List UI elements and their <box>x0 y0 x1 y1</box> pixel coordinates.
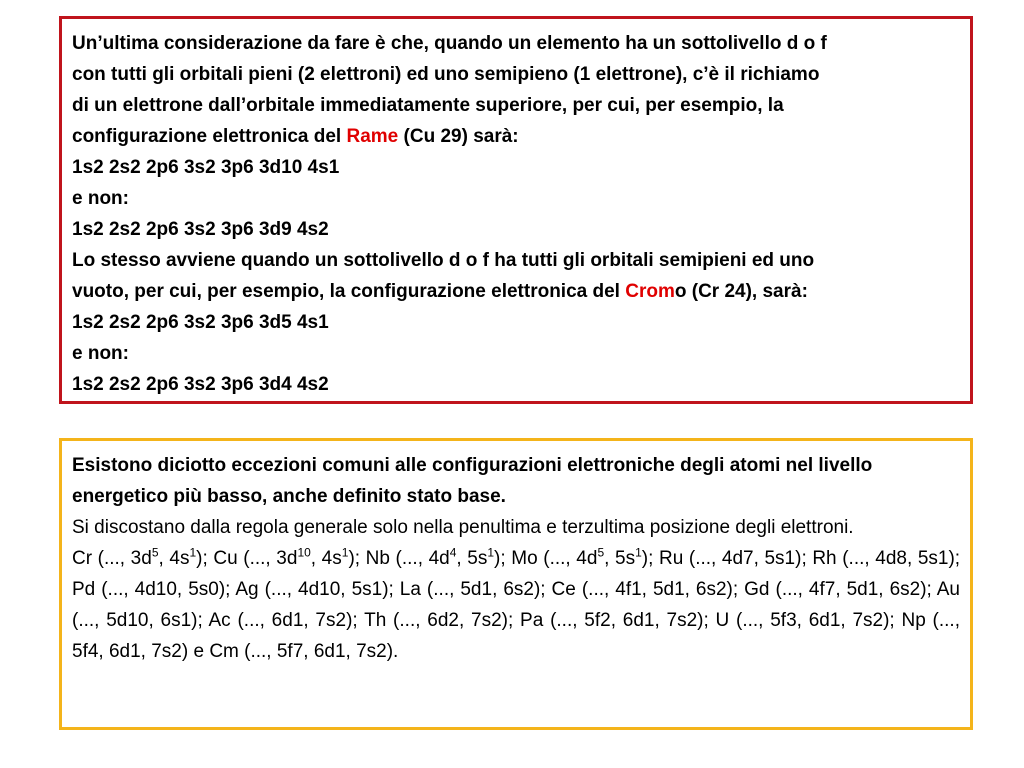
chromium-line-2-post: o (Cr 24), sarà: <box>674 281 808 302</box>
exception-nb-sup2: 1 <box>487 545 495 560</box>
intro-line-2: con tutti gli orbitali pieni (2 elettroni) ed uno semipieno (1 elettrone), c’è il richiamo <box>72 64 820 85</box>
config-cr-correct: 1s2 2s2 2p6 3s2 3p6 3d5 4s1 <box>72 312 329 333</box>
exceptions-list <box>72 543 960 667</box>
highlight-rame: Rame <box>346 126 399 147</box>
exception-cr-sup2: 1 <box>189 545 197 560</box>
copper-chromium-exception-box <box>59 16 973 404</box>
exception-cu-c: ); <box>348 548 366 569</box>
exception-nb-a: Nb (..., 4d <box>365 548 450 569</box>
highlight-crom: Crom <box>625 281 675 302</box>
exception-cu-b: , 4s <box>310 548 342 569</box>
exception-rest: Ru (..., 4d7, 5s1); Rh (..., 4d8, 5s1); Pd (..., 4d10, 5s0); Ag (..., 4d10, 5s1); La (..., 5d1, 6s2); Ce (..., 4f1, 5d1, 6s2); Gd (..., 4f7, 5d1, 6s2); Au (..., 5d10, 6s1); Ac (..., 6d1, 7s2); Th (..., 6d2, 7s2); Pa (..., 5f2, 6d1, 7s2); U (..., 5f3, 6d1, 7s2); Np (..., 5f4, 6d1, 7s2) e Cm (..., 5f7, 6d1, 7s2). <box>72 548 961 662</box>
config-cu-wrong: 1s2 2s2 2p6 3s2 3p6 3d9 4s2 <box>72 219 329 240</box>
exception-nb-sup1: 4 <box>449 545 457 560</box>
exceptions-heading: Esistono diciotto eccezioni comuni alle configurazioni elettroniche degli atomi nel livello energetico più basso, anche definito stato base. <box>72 455 873 507</box>
eighteen-exceptions-box <box>59 438 973 730</box>
intro-line-4 <box>72 121 960 152</box>
intro-line-4-post: (Cu 29) sarà: <box>398 126 519 147</box>
exception-mo-sup2: 1 <box>635 545 642 560</box>
exceptions-intro: Si discostano dalla regola generale solo nella penultima e terzultima posizione degli elettroni. <box>72 517 854 538</box>
e-non-label-2: e non: <box>72 343 129 364</box>
intro-line-1: Un’ultima considerazione da fare è che, quando un elemento ha un sottolivello d o f <box>72 33 827 54</box>
chromium-line-1: Lo stesso avviene quando un sottolivello d o f ha tutti gli orbitali semipieni ed uno <box>72 250 815 271</box>
exception-mo-sup1: 5 <box>597 545 605 560</box>
chromium-line-2 <box>72 276 960 307</box>
config-cu-correct: 1s2 2s2 2p6 3s2 3p6 3d10 4s1 <box>72 157 340 178</box>
exception-mo-b: , 5s <box>604 548 636 569</box>
e-non-label-1: e non: <box>72 188 129 209</box>
exception-cr-b: , 4s <box>158 548 190 569</box>
exception-cr-sup1: 5 <box>151 545 159 560</box>
exception-cu-sup1: 10 <box>297 545 311 560</box>
exception-mo-c: ); <box>641 548 659 569</box>
exception-nb-c: ); <box>494 548 512 569</box>
chromium-line-2-pre: vuoto, per cui, per esempio, la configurazione elettronica del <box>72 281 626 302</box>
intro-line-4-pre: configurazione elettronica del <box>72 126 347 147</box>
intro-line-3: di un elettrone dall’orbitale immediatamente superiore, per cui, per esempio, la <box>72 95 784 116</box>
config-cr-wrong: 1s2 2s2 2p6 3s2 3p6 3d4 4s2 <box>72 374 329 395</box>
exception-cr-a: Cr (..., 3d <box>72 548 152 569</box>
exception-cr-c: ); <box>196 548 214 569</box>
exception-cu-sup2: 1 <box>341 545 349 560</box>
exception-mo-a: Mo (..., 4d <box>511 548 598 569</box>
exception-nb-b: , 5s <box>456 548 488 569</box>
exception-cu-a: Cu (..., 3d <box>213 548 298 569</box>
